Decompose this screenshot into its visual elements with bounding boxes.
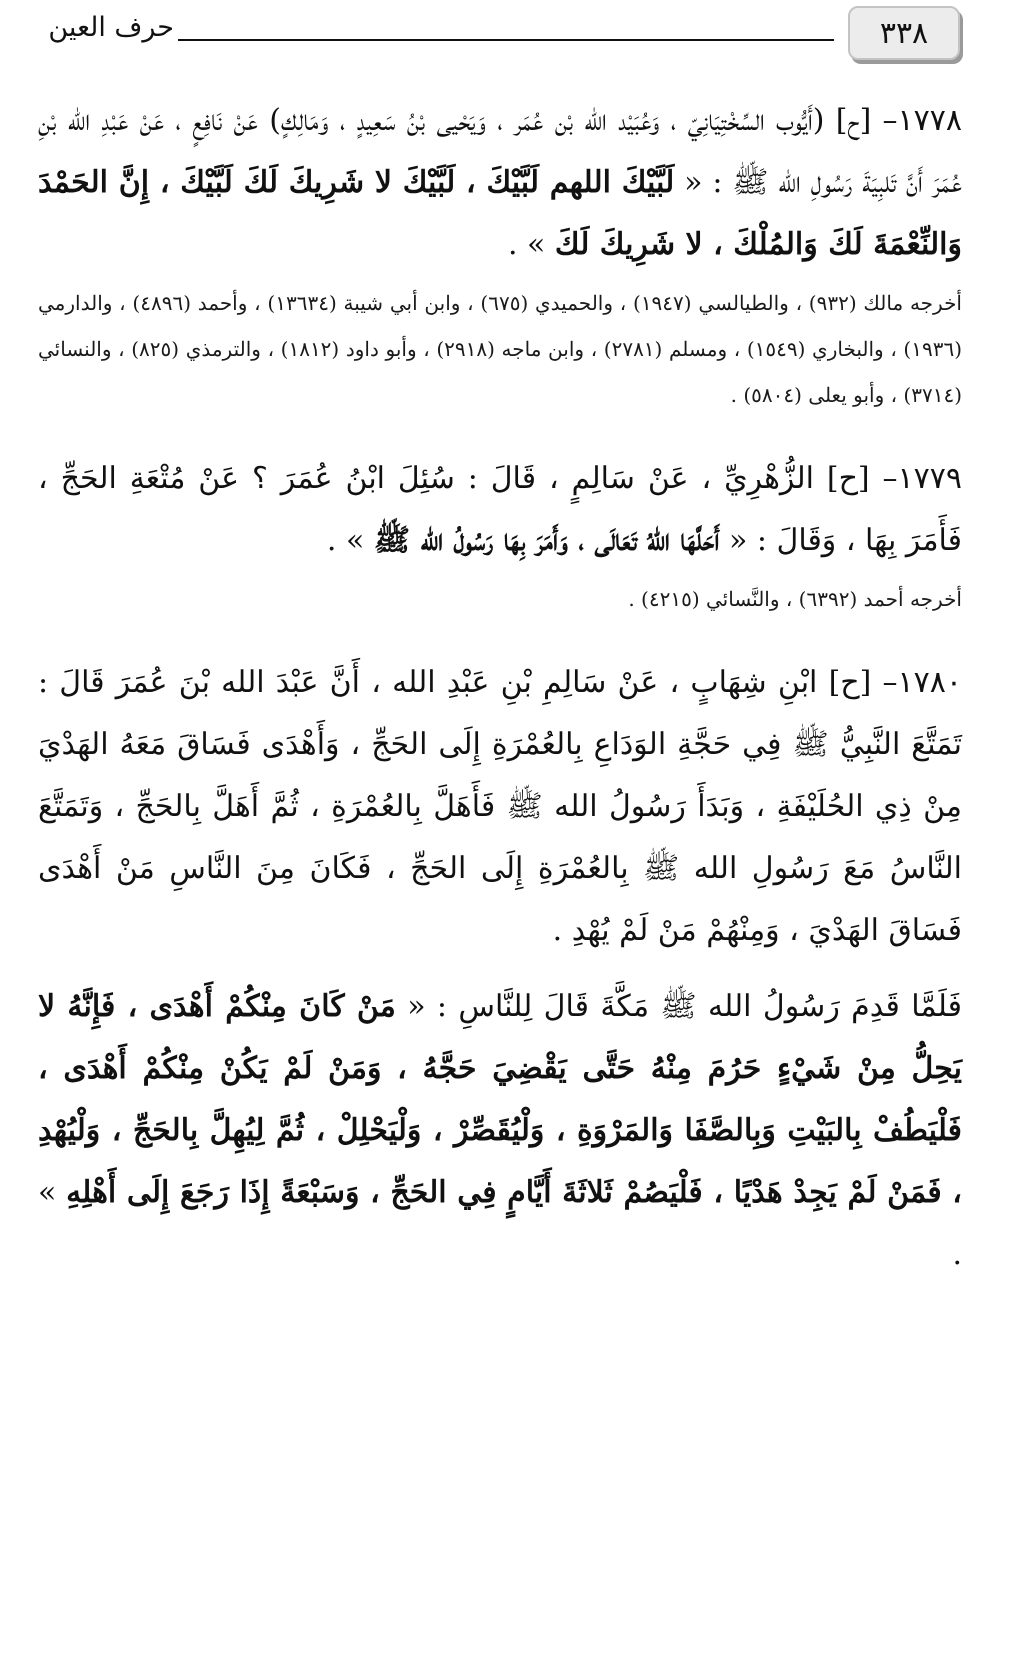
hadith-number: ١٧٨٠ [897,665,962,700]
hadith-text: – [ح] ابْنِ شِهَابٍ ، عَنْ سَالِمِ بْنِ عَبْدِ الله ، أَنَّ عَبْدَ الله بْنَ عُمَرَ قَالَ : تَمَتَّعَ النَّبِيُّ ﷺ فِي حَجَّةِ الوَدَاعِ بِالعُمْرَةِ إِلَى الحَجِّ ، وَأَهْدَى فَسَاقَ مَعَهُ الهَدْيَ مِنْ ذِي الحُلَيْفَةِ ، وَبَدَأَ رَسُولُ الله ﷺ فَأَهَلَّ بِالعُمْرَةِ ، ثُمَّ أَهَلَّ بِالحَجِّ ، وَتَمَتَّعَ النَّاسُ مَعَ رَسُولِ الله ﷺ بِالعُمْرَةِ إِلَى الحَجِّ ، فَكَانَ مِنَ النَّاسِ مَنْ أَهْدَى فَسَاقَ الهَدْيَ ، وَمِنْهُمْ مَنْ لَمْ يُهْدِ . [38,665,962,948]
hadith-text: – [ح] (أَيُّوب السِّخْتِيَانِيّ ، وَعُبَيْد الله بْن عُمَر ، وَيَحْيى بْنُ سَعِيدٍ ، وَمَالِكٍ) عَنْ نَافِعٍ ، عَنْ عَبْدِ الله بْنِ عُمَرَ أَنَّ تَلبِيَةَ رَسُولِ الله ﷺ : « [38,103,962,200]
hadith-1780-para-1 [38,652,962,962]
hadith-text: فَلَمَّا قَدِمَ رَسُولُ الله ﷺ مَكَّةَ قَالَ لِلنَّاسِ : « [407,989,962,1024]
hadith-1780-para-2 [38,976,962,1286]
page-number-badge [848,6,960,60]
hadith-number: ١٧٧٨ [897,103,962,138]
chapter-title: حرف العين [48,12,174,43]
takhrij-1779: أخرجه أحمد (٦٣٩٢) ، والنَّسائي (٤٢١٥) . [628,587,962,611]
hadith-matn-bold: لَبَّيْكَ اللهم لَبَّيْكَ ، لَبَّيْكَ لا شَرِيكَ لَكَ لَبَّيْكَ ، إِنَّ الحَمْدَ وَالنِّعْمَةَ لَكَ وَالمُلْكَ ، لا شَرِيكَ لَكَ [38,165,962,262]
page-number: ٣٣٨ [879,15,929,51]
takhrij-1778: أخرجه مالك (٩٣٢) ، والطيالسي (١٩٤٧) ، والحميدي (٦٧٥) ، وابن أبي شيبة (١٣٦٣٤) ، وأحمد (٤٨٩٦) ، والدارمي (١٩٣٦) ، والبخاري (١٥٤٩) ، ومسلم (٢٧٨١) ، وابن ماجه (٢٩١٨) ، وأبو داود (١٨١٢) ، والترمذي (٨٢٥) ، والنسائي (٣٧١٤) ، وأبو يعلى (٥٨٠٤) . [38,291,962,407]
page-content [38,90,962,1286]
header-rule [178,39,834,41]
hadith-text: – [ح] الزُّهْرِيِّ ، عَنْ سَالِمٍ ، قَالَ : سُئِلَ ابْنُ عُمَرَ ؟ عَنْ مُتْعَةِ الحَجِّ ، فَأَمَرَ بِهَا ، وَقَالَ : « [38,461,962,558]
hadith-text-end: » . [38,1175,962,1272]
hadith-text-end: » . [326,523,365,558]
hadith-text-end: » . [507,227,546,262]
hadith-1778 [38,90,962,276]
hadith-matn-bold: أَحَلَّهَا اللهُ تَعَالَى ، وَأَمَرَ بِهَا رَسُولُ الله ﷺ [373,523,720,558]
hadith-1779 [38,448,962,572]
hadith-matn-bold: مَنْ كَانَ مِنْكُمْ أَهْدَى ، فَإِنَّهُ لا يَحِلُّ مِنْ شَيْءٍ حَرُمَ مِنْهُ حَتَّى يَقْضِيَ حَجَّهُ ، وَمَنْ لَمْ يَكُنْ مِنْكُمْ أَهْدَى ، فَلْيَطُفْ بِالبَيْتِ وَبِالصَّفَا وَالمَرْوَةِ ، وَلْيُقَصِّرْ ، وَلْيَحْلِلْ ، ثُمَّ لِيُهِلَّ بِالحَجِّ ، وَلْيُهْدِ ، فَمَنْ لَمْ يَجِدْ هَدْيًا ، فَلْيَصُمْ ثَلاثَةَ أَيَّامٍ فِي الحَجِّ ، وَسَبْعَةً إِذَا رَجَعَ إِلَى أَهْلِهِ [38,989,962,1210]
hadith-number: ١٧٧٩ [897,461,962,496]
